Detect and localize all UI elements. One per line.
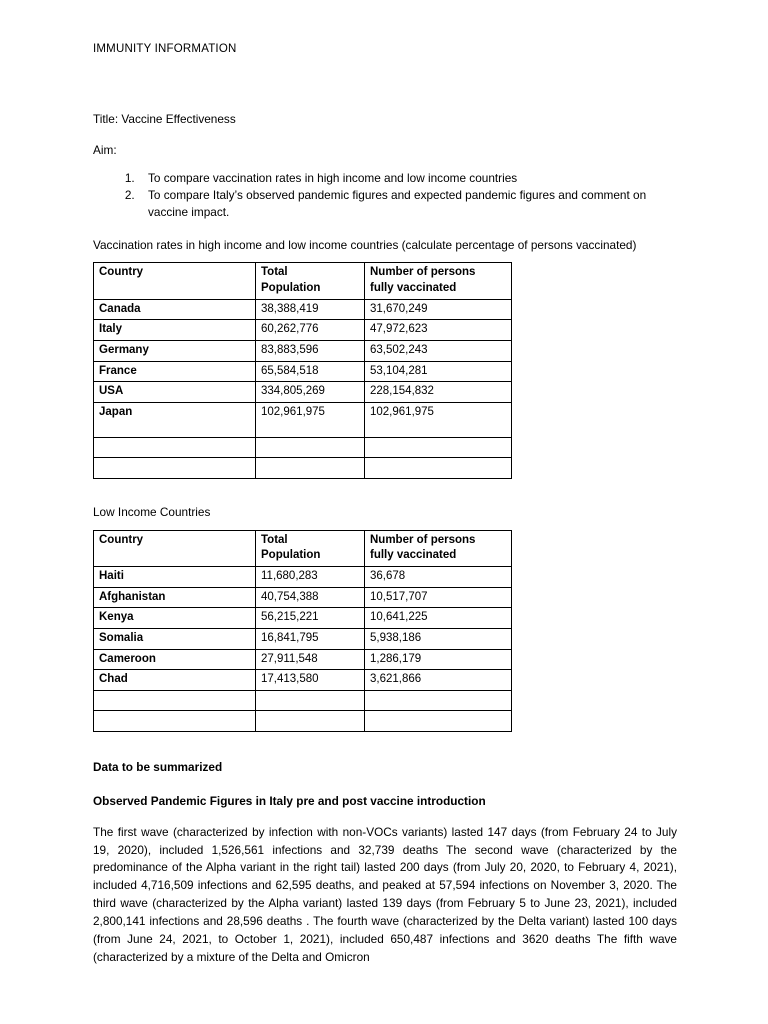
table-row (94, 670, 512, 691)
cell-empty (256, 437, 365, 458)
cell-vaccinated: 10,517,707 (365, 587, 512, 608)
column-header-vaccinated (365, 263, 512, 299)
cell-empty (365, 711, 512, 732)
table-row-empty (94, 458, 512, 479)
cell-vaccinated: 63,502,243 (365, 340, 512, 361)
cell-vaccinated: 36,678 (365, 567, 512, 588)
cell-empty (94, 711, 256, 732)
cell-empty (256, 690, 365, 711)
cell-population: 56,215,221 (256, 608, 365, 629)
column-header-vaccinated-line1: Number of persons (370, 266, 476, 279)
cell-vaccinated: 31,670,249 (365, 299, 512, 320)
column-header-total-population-line2: Population (261, 549, 321, 562)
column-header-vaccinated (365, 530, 512, 566)
table-row (94, 382, 512, 403)
column-header-total-population (256, 530, 365, 566)
cell-country: Kenya (94, 608, 256, 629)
cell-vaccinated: 53,104,281 (365, 361, 512, 382)
table-row (94, 340, 512, 361)
summary-heading: Data to be summarized (93, 760, 223, 775)
cell-country: Italy (94, 320, 256, 341)
table-header-row (94, 263, 512, 299)
cell-empty (256, 711, 365, 732)
cell-population: 38,388,419 (256, 299, 365, 320)
cell-empty (94, 690, 256, 711)
cell-country: Chad (94, 670, 256, 691)
table-row (94, 299, 512, 320)
column-header-vaccinated-line2: fully vaccinated (370, 282, 457, 295)
low-income-table (93, 530, 512, 732)
cell-country: Canada (94, 299, 256, 320)
table-row (94, 587, 512, 608)
cell-population: 334,805,269 (256, 382, 365, 403)
cell-country: Haiti (94, 567, 256, 588)
cell-country: USA (94, 382, 256, 403)
cell-country: Japan (94, 402, 256, 437)
cell-population: 60,262,776 (256, 320, 365, 341)
document-title: Title: Vaccine Effectiveness (93, 111, 236, 126)
table-row (94, 567, 512, 588)
cell-vaccinated: 1,286,179 (365, 649, 512, 670)
table-row (94, 608, 512, 629)
cell-empty (94, 437, 256, 458)
table-header-row (94, 530, 512, 566)
column-header-total-population-line2: Population (261, 282, 321, 295)
document-header: IMMUNITY INFORMATION (93, 43, 237, 55)
cell-country: France (94, 361, 256, 382)
cell-population: 11,680,283 (256, 567, 365, 588)
document-content (93, 0, 677, 967)
column-header-total-population-line1: Total (261, 533, 288, 546)
table-row-empty (94, 690, 512, 711)
table-row (94, 402, 512, 437)
cell-vaccinated: 5,938,186 (365, 628, 512, 649)
pandemic-body-paragraph: The first wave (characterized by infection with non-VOCs variants) lasted 147 days (from February 24 to July 19, 2020), included 1,526,561 infections and 32,739 deaths The second wave (characterized by the predominance of the Alpha variant in the right tail) lasted 200 days (from July 20, 2020, to February 4, 2021), included 4,716,509 infections and 62,595 deaths, and peaked at 57,594 infections on November 3, 2020. The third wave (characterized by the Alpha variant) lasted 139 days (from February 5 to June 23, 2021), included 2,800,141 infections and 28,596 deaths . The fourth wave (characterized by the Delta variant) lasted 100 days (from June 24, 2021, to October 1, 2021), included 650,487 infections and 3620 deaths The fifth wave (characterized by a mixture of the Delta and Omicron (93, 824, 677, 965)
column-header-total-population (256, 263, 365, 299)
cell-country: Somalia (94, 628, 256, 649)
aim-label: Aim: (93, 143, 117, 158)
cell-population: 65,584,518 (256, 361, 365, 382)
aims-list (93, 170, 677, 220)
column-header-country: Country (94, 263, 256, 299)
cell-vaccinated: 102,961,975 (365, 402, 512, 437)
cell-vaccinated: 47,972,623 (365, 320, 512, 341)
table-row-empty (94, 437, 512, 458)
cell-population: 17,413,580 (256, 670, 365, 691)
cell-population: 16,841,795 (256, 628, 365, 649)
aim-item-1: 1. To compare vaccination rates in high income and low income countries (138, 170, 677, 187)
table-row (94, 361, 512, 382)
observed-figures-heading: Observed Pandemic Figures in Italy pre and post vaccine introduction (93, 793, 486, 808)
column-header-total-population-line1: Total (261, 266, 288, 279)
cell-vaccinated: 228,154,832 (365, 382, 512, 403)
column-header-vaccinated-line1: Number of persons (370, 533, 476, 546)
table-row-empty (94, 711, 512, 732)
cell-empty (94, 458, 256, 479)
column-header-country: Country (94, 530, 256, 566)
high-income-table (93, 262, 512, 479)
cell-population: 83,883,596 (256, 340, 365, 361)
cell-vaccinated: 10,641,225 (365, 608, 512, 629)
cell-empty (365, 690, 512, 711)
table-row (94, 628, 512, 649)
cell-empty (365, 458, 512, 479)
low-income-table-caption: Low Income Countries (93, 505, 211, 520)
cell-population: 40,754,388 (256, 587, 365, 608)
cell-country: Germany (94, 340, 256, 361)
cell-vaccinated: 3,621,866 (365, 670, 512, 691)
column-header-vaccinated-line2: fully vaccinated (370, 549, 457, 562)
cell-empty (365, 437, 512, 458)
table-row (94, 320, 512, 341)
aim-item-2: 2. To compare Italy’s observed pandemic figures and expected pandemic figures and comment on vaccine impact. (138, 187, 677, 221)
table-row (94, 649, 512, 670)
cell-population: 27,911,548 (256, 649, 365, 670)
cell-empty (256, 458, 365, 479)
cell-population: 102,961,975 (256, 402, 365, 437)
cell-country: Afghanistan (94, 587, 256, 608)
high-income-table-caption: Vaccination rates in high income and low income countries (calculate percentage of persons vaccinated) (93, 237, 637, 252)
cell-country: Cameroon (94, 649, 256, 670)
